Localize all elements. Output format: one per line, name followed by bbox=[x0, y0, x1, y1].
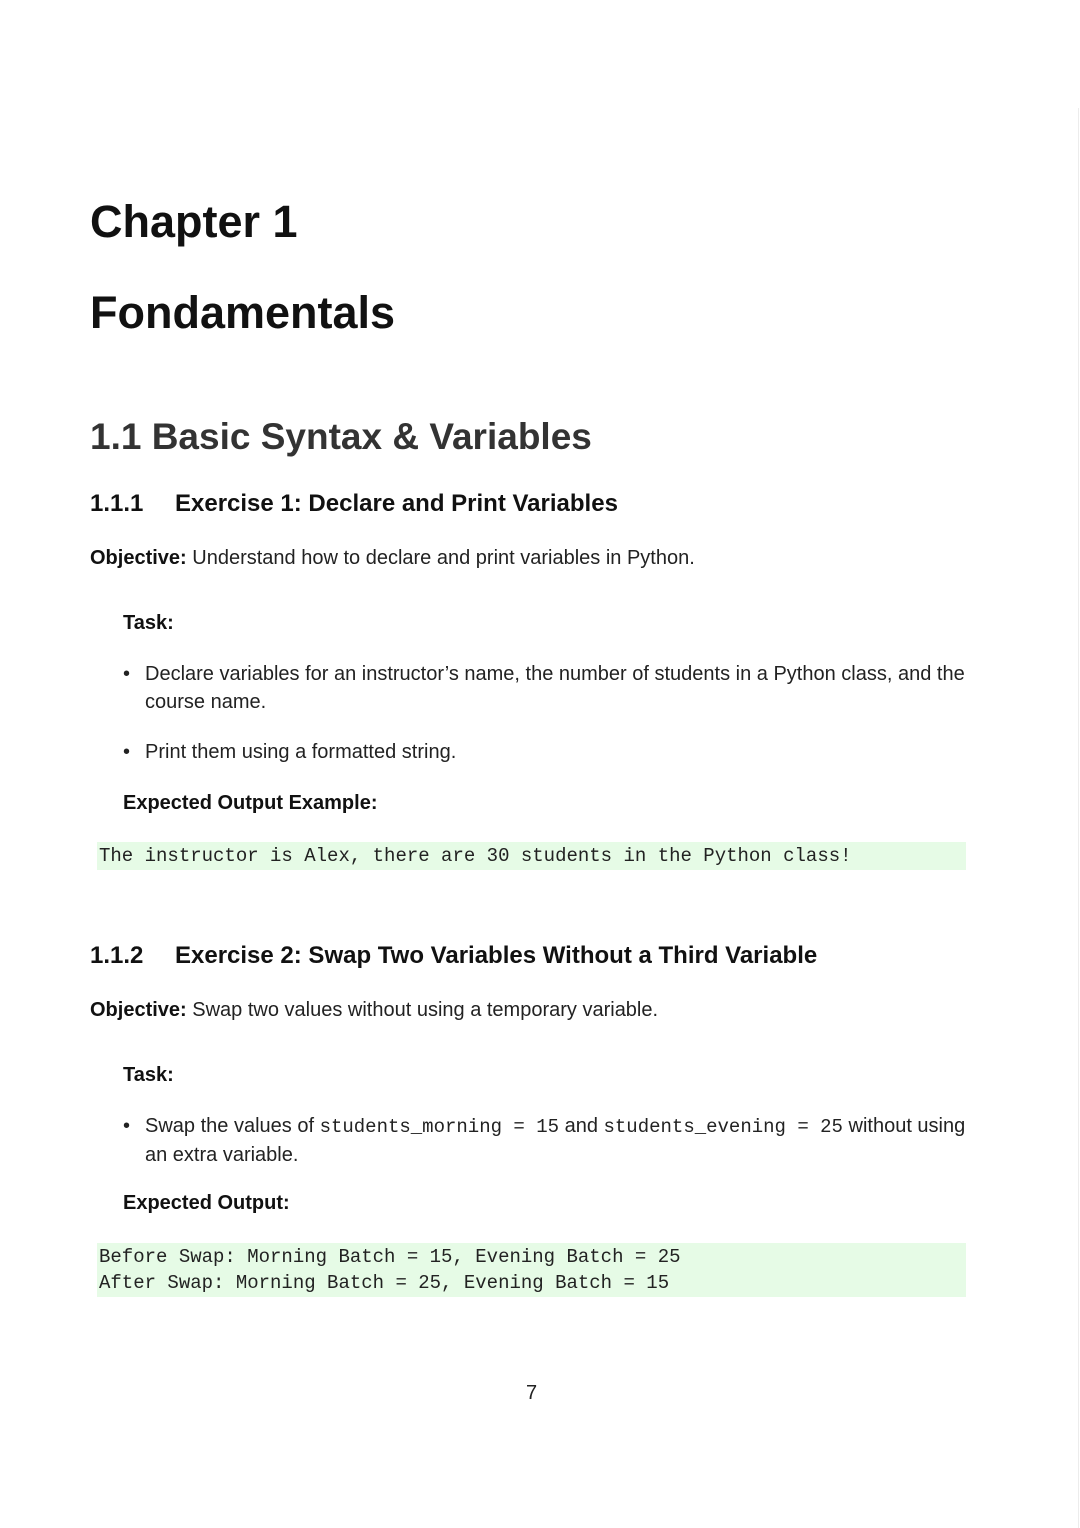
task-bullet-item bbox=[123, 660, 983, 716]
exercise-2-output-label: Expected Output: bbox=[123, 1192, 290, 1214]
exercise-1-task-label: Task: bbox=[123, 612, 174, 634]
chapter-title: Fondamentals bbox=[90, 287, 396, 338]
page-edge-divider bbox=[1078, 108, 1079, 1528]
objective-label: Objective: bbox=[90, 999, 187, 1021]
code-line: After Swap: Morning Batch = 25, Evening Batch = 15 bbox=[99, 1272, 670, 1294]
code-line: Before Swap: Morning Batch = 15, Evening Batch = 25 bbox=[99, 1246, 681, 1268]
exercise-1-title: Exercise 1: Declare and Print Variables bbox=[175, 490, 618, 517]
exercise-2-task-label: Task: bbox=[123, 1064, 174, 1086]
task-bullet-item bbox=[123, 1112, 983, 1169]
exercise-2-title: Exercise 2: Swap Two Variables Without a Third Variable bbox=[175, 942, 818, 969]
exercise-1-objective bbox=[90, 547, 695, 570]
bullet-icon: • bbox=[123, 741, 131, 763]
exercise-1-output-label: Expected Output Example: bbox=[123, 792, 378, 814]
task-text: Declare variables for an instructor’s name, the number of students in a Python class, and the course name. bbox=[145, 663, 965, 713]
objective-text: Swap two values without using a temporary variable. bbox=[192, 999, 659, 1021]
inline-code-students-evening: students_evening = 25 bbox=[603, 1116, 843, 1138]
exercise-1-number: 1.1.1 bbox=[90, 490, 144, 517]
task-text-suffix: without using an extra variable. bbox=[145, 1115, 966, 1166]
exercise-2-objective bbox=[90, 999, 658, 1022]
exercise-2-number: 1.1.2 bbox=[90, 942, 144, 969]
bullet-icon: • bbox=[123, 1115, 131, 1137]
task-text-middle: and bbox=[559, 1115, 604, 1137]
exercise-2-heading bbox=[90, 942, 817, 970]
code-line: The instructor is Alex, there are 30 students in the Python class! bbox=[99, 845, 852, 867]
objective-label: Objective: bbox=[90, 547, 187, 569]
exercise-2-output-code-block bbox=[97, 1243, 966, 1297]
exercise-1-heading bbox=[90, 490, 618, 518]
task-bullet-item bbox=[123, 738, 983, 766]
task-text-prefix: Swap the values of bbox=[145, 1115, 320, 1137]
inline-code-students-morning: students_morning = 15 bbox=[319, 1116, 560, 1138]
section-title: 1.1 Basic Syntax & Variables bbox=[90, 416, 592, 457]
exercise-1-output-code-block bbox=[97, 842, 966, 870]
bullet-icon: • bbox=[123, 663, 131, 685]
chapter-label: Chapter 1 bbox=[90, 196, 298, 247]
task-text bbox=[145, 1112, 983, 1169]
page-number: 7 bbox=[526, 1382, 538, 1404]
task-text: Print them using a formatted string. bbox=[145, 741, 457, 763]
objective-text: Understand how to declare and print variables in Python. bbox=[192, 547, 695, 569]
